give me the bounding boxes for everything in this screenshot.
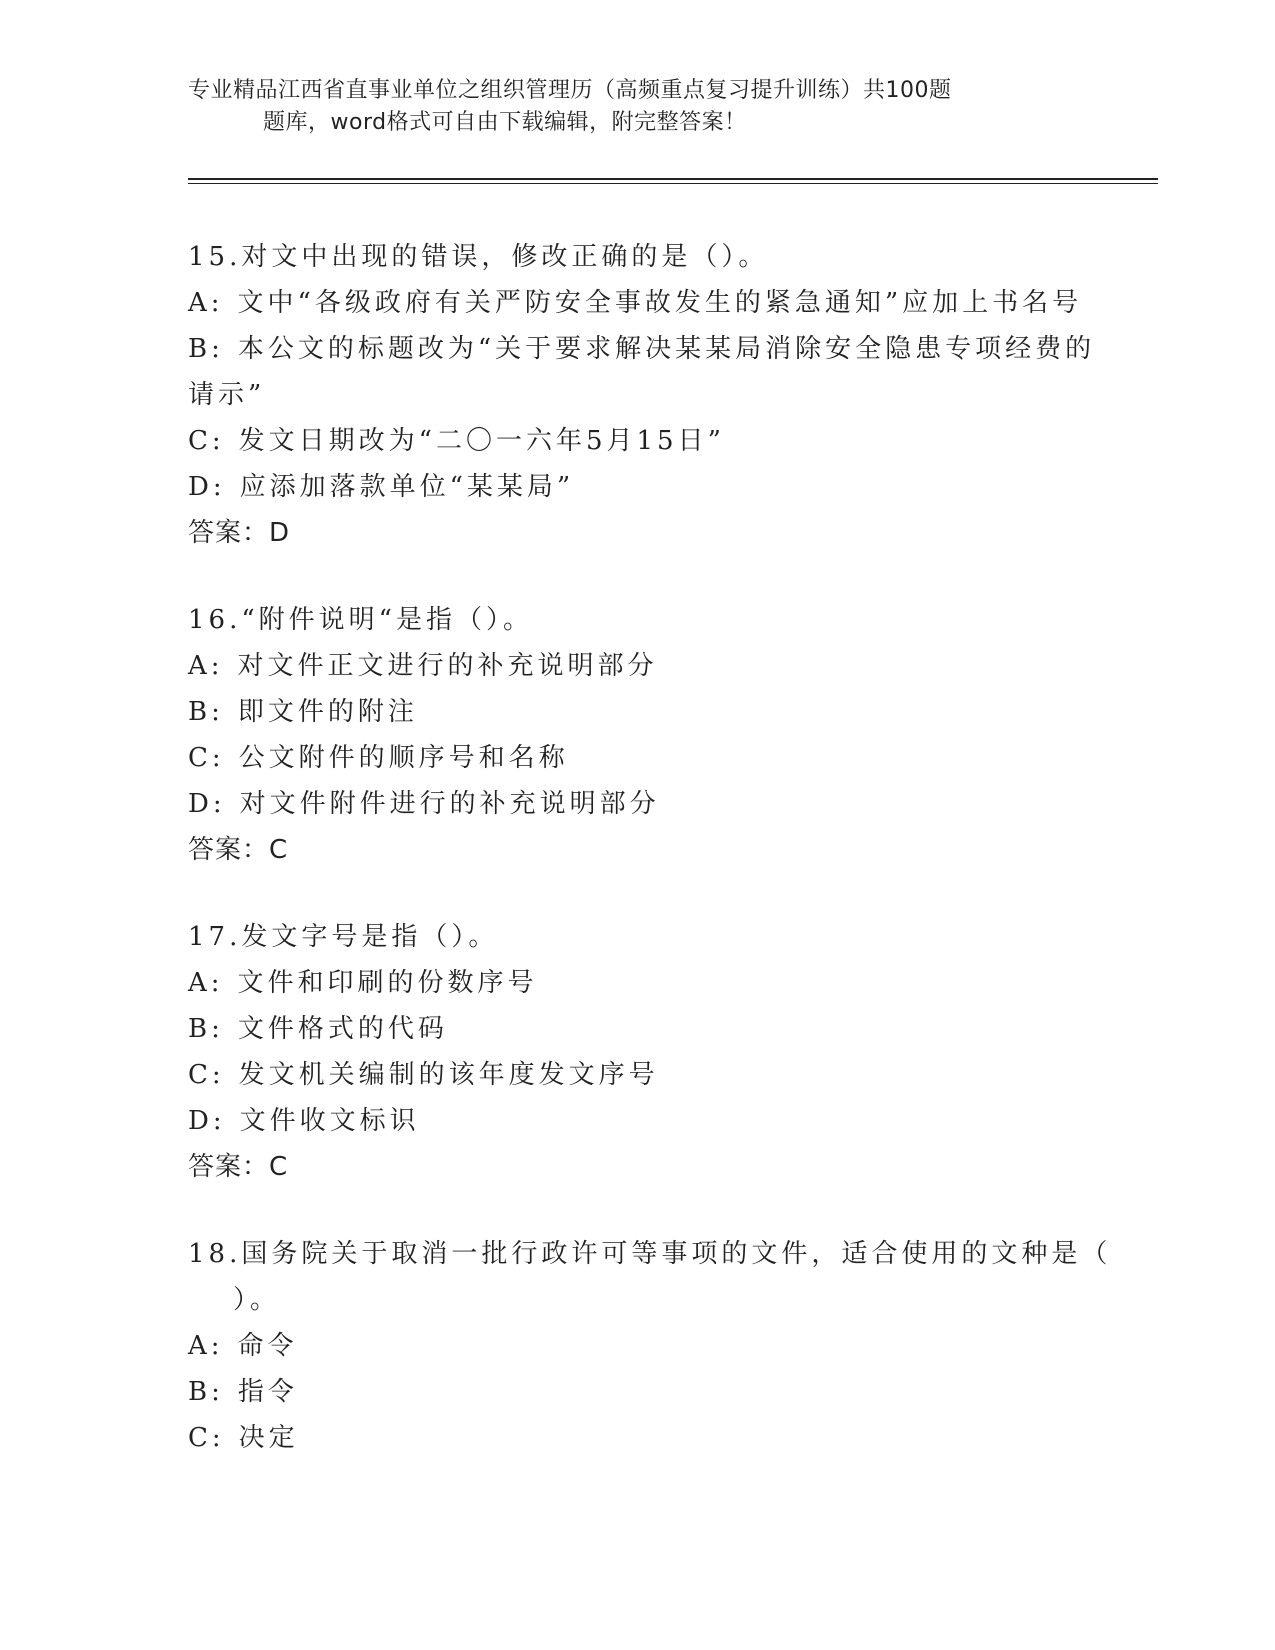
option-text: 发文日期改为“二〇一六年5月15日” xyxy=(238,426,725,456)
answer-option xyxy=(188,464,1088,510)
option-label: A: xyxy=(188,288,224,318)
option-text: 指令 xyxy=(237,1377,298,1407)
question-list xyxy=(188,234,1112,1502)
question-stem xyxy=(188,234,1088,280)
option-text: 决定 xyxy=(238,1423,299,1453)
question-block xyxy=(188,1231,1112,1461)
option-label: D: xyxy=(188,472,226,502)
answer-option xyxy=(188,1415,1088,1461)
option-text: 本公文的标题改为“关于要求解决某某局消除安全隐患专项经费的 xyxy=(237,334,1096,364)
header-divider-thin xyxy=(188,183,1158,184)
answer-option xyxy=(188,280,1088,326)
option-text: 发文机关编制的该年度发文序号 xyxy=(238,1060,659,1090)
question-text: 对文中出现的错误，修改正确的是（）。 xyxy=(241,242,769,272)
answer-option xyxy=(188,372,1088,418)
header-title-line2: 题库，word格式可自由下载编辑，附完整答案！ xyxy=(263,110,747,135)
question-number: 17. xyxy=(188,922,242,952)
option-label: A: xyxy=(188,968,224,998)
answer-option xyxy=(188,1006,1088,1052)
answer-option xyxy=(188,1323,1088,1369)
answer-key: 答案：C xyxy=(188,835,289,865)
question-stem xyxy=(188,914,1088,960)
option-label: B: xyxy=(188,697,224,727)
option-text: 对文件正文进行的补充说明部分 xyxy=(237,651,658,681)
answer-option xyxy=(188,418,1088,464)
question-stem xyxy=(188,1231,1112,1277)
question-number: 18. xyxy=(188,1239,242,1269)
option-label: C: xyxy=(188,1423,225,1453)
option-label: C: xyxy=(188,426,225,456)
question-number: 16. xyxy=(188,605,242,635)
answer-option xyxy=(188,1369,1088,1415)
question-text: 发文字号是指（）。 xyxy=(241,922,499,952)
document-header xyxy=(188,75,1088,139)
option-text: 命令 xyxy=(237,1331,298,1361)
question-block xyxy=(188,914,1088,1190)
option-label: C: xyxy=(188,1060,225,1090)
header-title-line1: 专业精品江西省直事业单位之组织管理历（高频重点复习提升训练）共100题 xyxy=(188,78,952,103)
answer-key: 答案：D xyxy=(188,518,291,548)
question-text: “附件说明“是指（）。 xyxy=(241,605,533,635)
option-text: 即文件的附注 xyxy=(237,697,418,727)
option-text: 应添加落款单位“某某局” xyxy=(239,472,575,502)
answer-key: 答案：C xyxy=(188,1152,289,1182)
option-text: 公文附件的顺序号和名称 xyxy=(238,743,569,773)
answer-option xyxy=(188,1098,1088,1144)
option-text: 文中“各级政府有关严防安全事故发生的紧急通知”应加上书名号 xyxy=(237,288,1083,318)
question-block xyxy=(188,597,1088,873)
answer-option xyxy=(188,643,1088,689)
option-label: D: xyxy=(188,789,226,819)
option-label: D: xyxy=(188,1106,226,1136)
question-number: 15. xyxy=(188,242,242,272)
option-text: 文件和印刷的份数序号 xyxy=(237,968,538,998)
answer-option xyxy=(188,960,1088,1006)
question-text: 国务院关于取消一批行政许可等事项的文件，适合使用的文种是（ xyxy=(241,1239,1112,1269)
option-label: B: xyxy=(188,334,224,364)
option-text: 文件收文标识 xyxy=(239,1106,420,1136)
option-label: A: xyxy=(188,651,224,681)
question-stem xyxy=(188,597,1088,643)
option-text: 对文件附件进行的补充说明部分 xyxy=(239,789,660,819)
header-divider-thick xyxy=(188,178,1158,180)
option-label: B: xyxy=(188,1377,224,1407)
answer-option xyxy=(188,1052,1088,1098)
option-text: 文件格式的代码 xyxy=(237,1014,448,1044)
answer-option xyxy=(188,326,1096,372)
option-text: 请示” xyxy=(188,380,266,410)
option-label: C: xyxy=(188,743,225,773)
option-label: B: xyxy=(188,1014,224,1044)
answer-option xyxy=(188,781,1088,827)
question-block xyxy=(188,234,1096,556)
option-label: A: xyxy=(188,1331,224,1361)
answer-option xyxy=(188,735,1088,781)
answer-option xyxy=(188,689,1088,735)
question-text-continued: ）。 xyxy=(233,1285,281,1315)
